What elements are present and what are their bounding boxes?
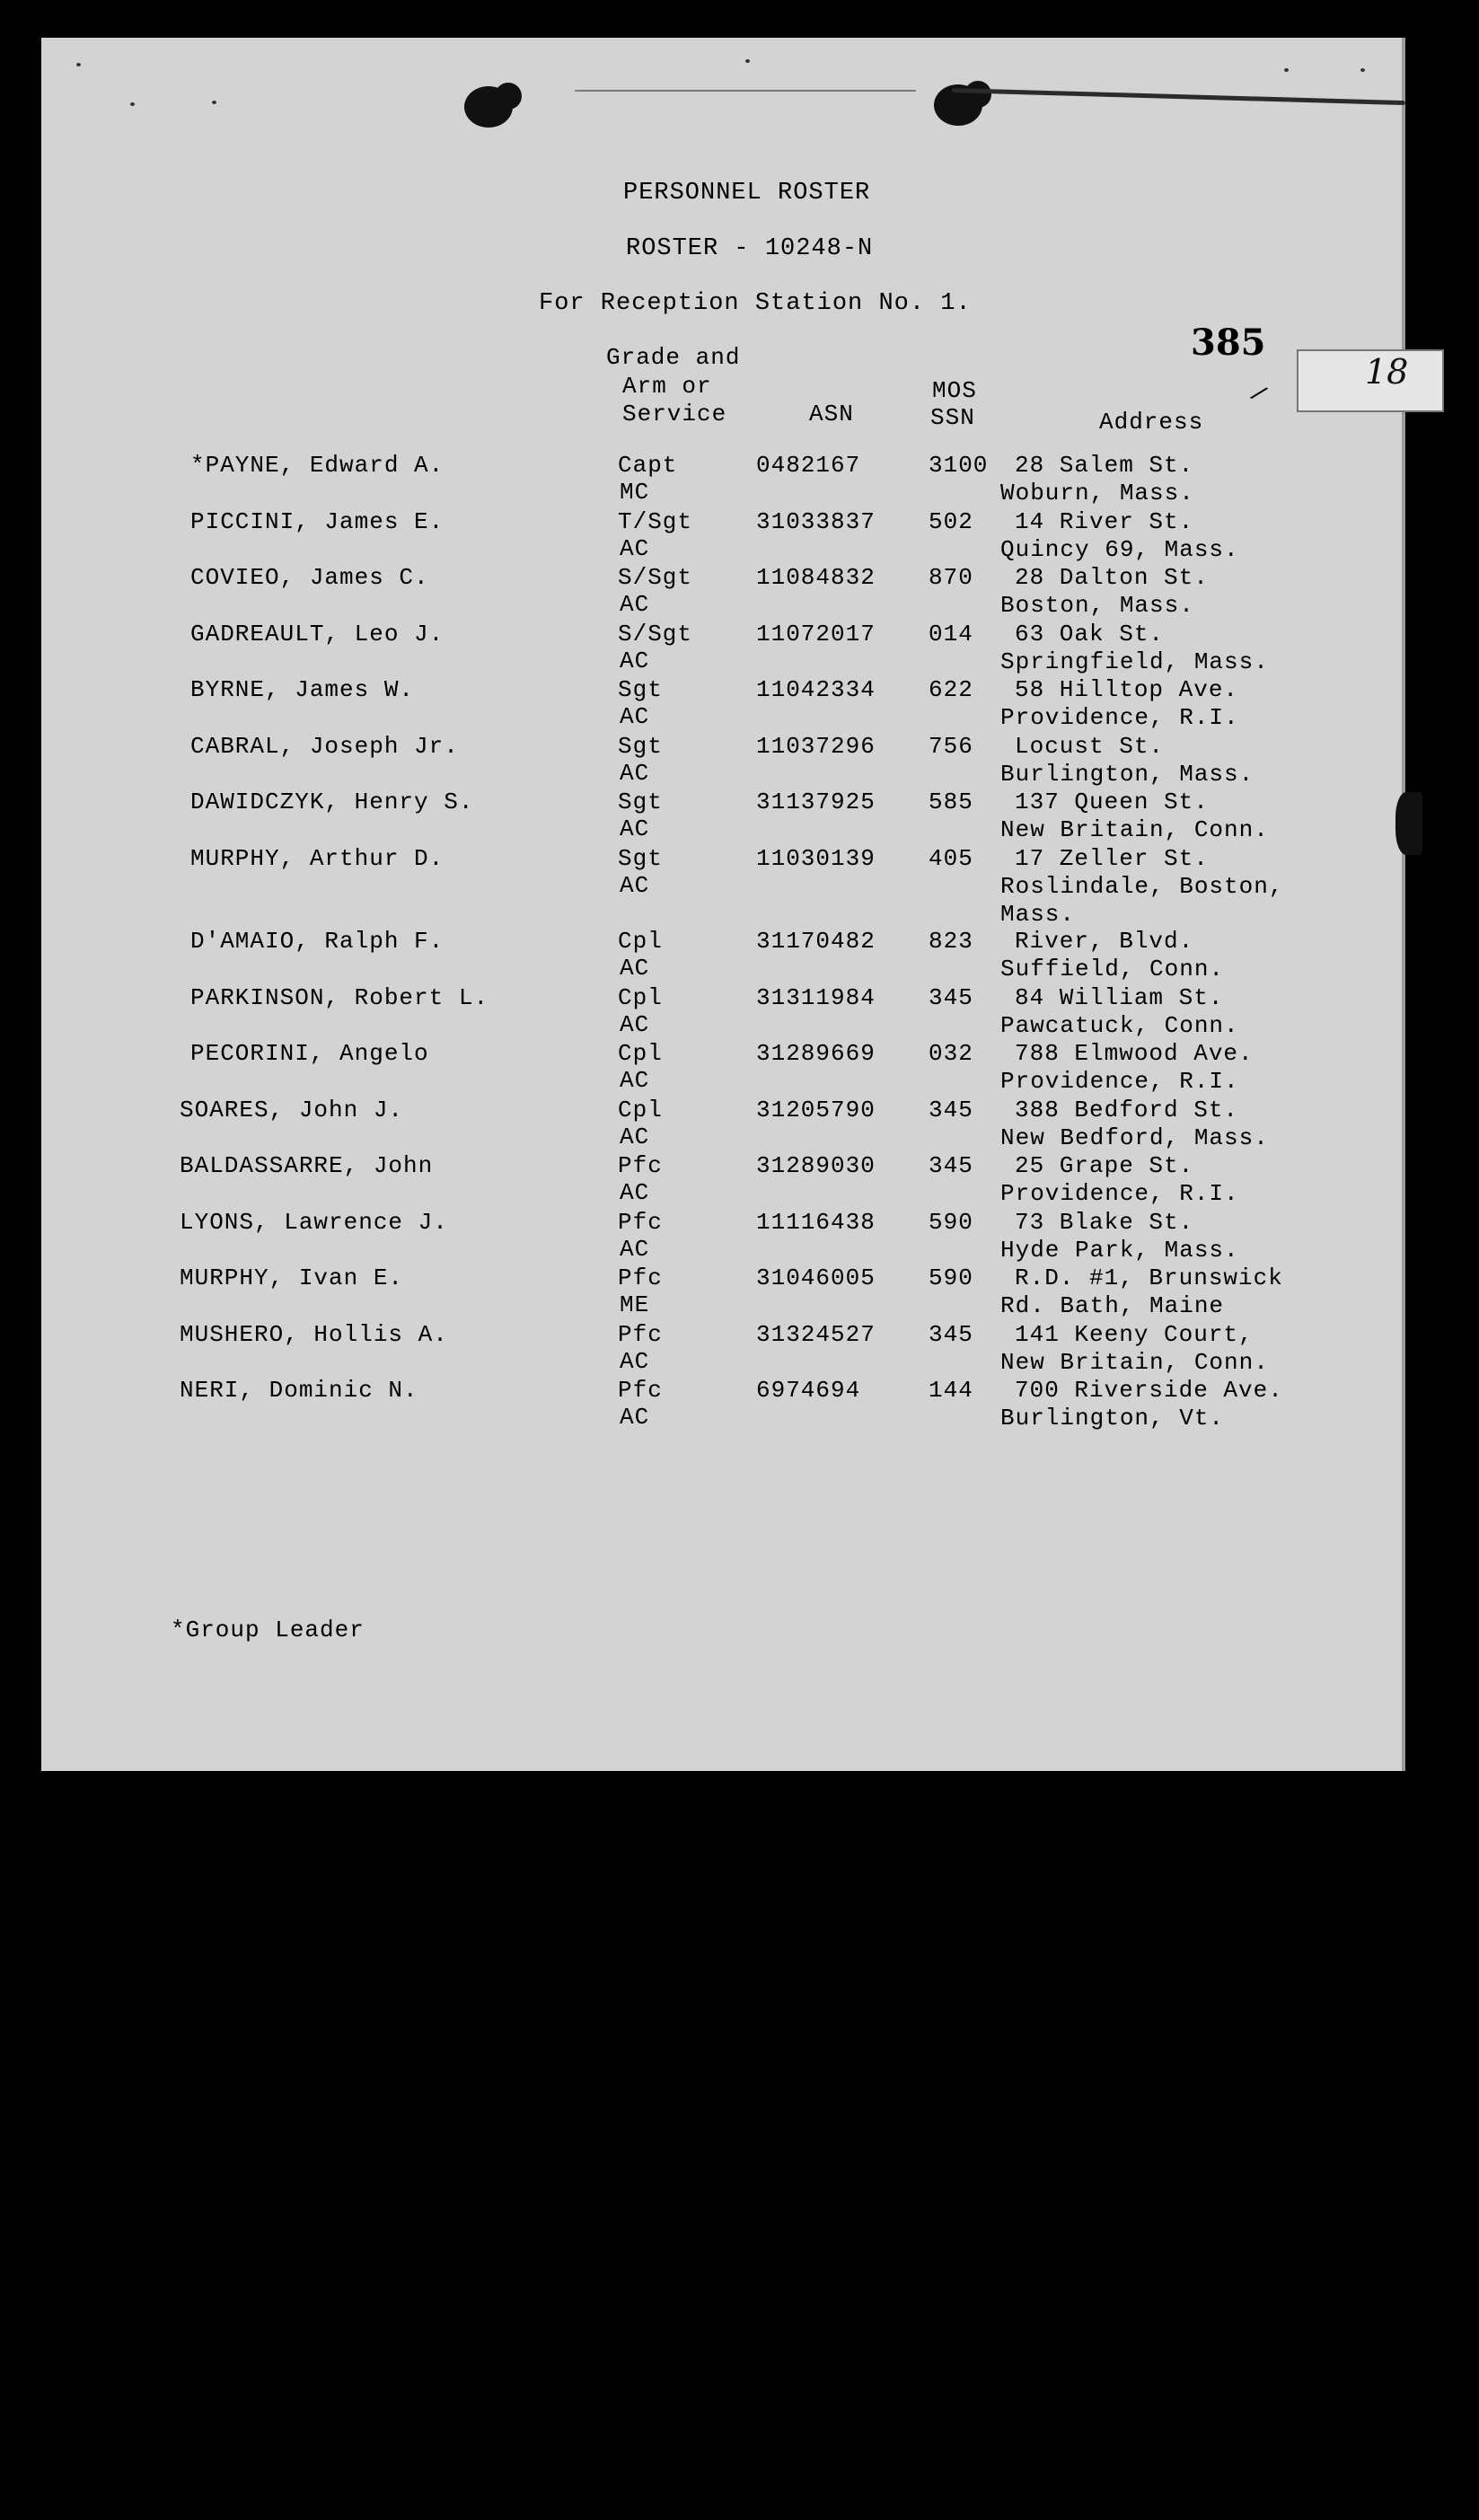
roster-address-line1: 700 Riverside Ave. <box>1015 1377 1283 1404</box>
roster-name: PECORINI, Angelo <box>190 1040 429 1067</box>
roster-grade: Cpl <box>618 1097 663 1123</box>
roster-grade: Cpl <box>618 1040 663 1067</box>
roster-name: GADREAULT, Leo J. <box>190 621 445 648</box>
roster-id: ROSTER - 10248-N <box>626 235 874 262</box>
header-mos: MOS <box>932 377 977 404</box>
roster-asn: 31324527 <box>756 1321 876 1348</box>
roster-asn: 6974694 <box>756 1377 861 1404</box>
speck <box>1360 68 1365 72</box>
roster-grade: T/Sgt <box>618 508 693 535</box>
roster-name: SOARES, John J. <box>180 1097 404 1123</box>
roster-arm: AC <box>620 703 650 730</box>
roster-name: BYRNE, James W. <box>190 676 415 703</box>
roster-mos: 032 <box>929 1040 973 1067</box>
header-address: Address <box>1099 409 1204 436</box>
roster-mos: 622 <box>929 676 973 703</box>
page-notch <box>1395 792 1422 855</box>
roster-address-line2: Roslindale, Boston, <box>1000 873 1284 900</box>
roster-arm: AC <box>620 1236 650 1263</box>
roster-address-line3: Mass. <box>1000 901 1076 928</box>
roster-address-line1: 17 Zeller St. <box>1015 845 1209 872</box>
roster-arm: AC <box>620 815 650 842</box>
header-asn: ASN <box>809 401 854 427</box>
roster-grade: Cpl <box>618 928 663 955</box>
roster-address-line1: 63 Oak St. <box>1015 621 1165 648</box>
header-ssn: SSN <box>930 404 975 431</box>
roster-name: BALDASSARRE, John <box>180 1152 434 1179</box>
roster-name: DAWIDCZYK, Henry S. <box>190 789 474 815</box>
roster-address-line1: 137 Queen St. <box>1015 789 1209 815</box>
roster-address-line1: 84 William St. <box>1015 984 1224 1011</box>
roster-grade: Pfc <box>618 1321 663 1348</box>
roster-asn: 31289669 <box>756 1040 876 1067</box>
roster-mos: 823 <box>929 928 973 955</box>
roster-mos: 756 <box>929 733 973 760</box>
roster-mos: 345 <box>929 1097 973 1123</box>
roster-address-line2: Rd. Bath, Maine <box>1000 1292 1225 1319</box>
roster-name: COVIEO, James C. <box>190 564 429 591</box>
page-stamp: 385 <box>1191 322 1266 364</box>
roster-asn: 31205790 <box>756 1097 876 1123</box>
roster-mos: 590 <box>929 1209 973 1236</box>
roster-mos: 345 <box>929 1321 973 1348</box>
roster-asn: 11030139 <box>756 845 876 872</box>
roster-arm: AC <box>620 648 650 674</box>
roster-address-line2: Burlington, Mass. <box>1000 761 1255 788</box>
tab-number: 18 <box>1365 352 1409 392</box>
roster-asn: 31046005 <box>756 1264 876 1291</box>
page-edge <box>1402 38 1405 1771</box>
roster-grade: Sgt <box>618 733 663 760</box>
roster-grade: Pfc <box>618 1152 663 1179</box>
roster-name: D'AMAIO, Ralph F. <box>190 928 445 955</box>
roster-address-line2: Springfield, Mass. <box>1000 648 1269 675</box>
roster-arm: AC <box>620 591 650 618</box>
roster-address-line2: Providence, R.I. <box>1000 704 1239 731</box>
roster-address-line2: Burlington, Vt. <box>1000 1405 1225 1432</box>
roster-grade: Cpl <box>618 984 663 1011</box>
roster-address-line1: 14 River St. <box>1015 508 1194 535</box>
roster-asn: 11116438 <box>756 1209 876 1236</box>
roster-address-line1: 141 Keeny Court, <box>1015 1321 1254 1348</box>
speck <box>745 59 750 63</box>
roster-grade: Pfc <box>618 1264 663 1291</box>
roster-address-line2: Providence, R.I. <box>1000 1180 1239 1207</box>
roster-grade: S/Sgt <box>618 564 693 591</box>
roster-grade: Pfc <box>618 1377 663 1404</box>
faint-edge-line <box>575 90 916 92</box>
roster-address-line1: 58 Hilltop Ave. <box>1015 676 1239 703</box>
roster-asn: 11042334 <box>756 676 876 703</box>
roster-arm: AC <box>620 1011 650 1038</box>
roster-asn: 31170482 <box>756 928 876 955</box>
roster-mos: 3100 <box>929 452 989 479</box>
roster-mos: 405 <box>929 845 973 872</box>
roster-arm: AC <box>620 955 650 982</box>
roster-address-line2: Woburn, Mass. <box>1000 480 1194 507</box>
roster-name: PICCINI, James E. <box>190 508 445 535</box>
roster-name: MUSHERO, Hollis A. <box>180 1321 448 1348</box>
roster-name: PARKINSON, Robert L. <box>190 984 489 1011</box>
roster-name: CABRAL, Joseph Jr. <box>190 733 459 760</box>
roster-name: *PAYNE, Edward A. <box>190 452 445 479</box>
roster-asn: 31137925 <box>756 789 876 815</box>
roster-grade: Capt <box>618 452 678 479</box>
roster-asn: 11037296 <box>756 733 876 760</box>
roster-arm: AC <box>620 760 650 787</box>
roster-mos: 585 <box>929 789 973 815</box>
roster-address-line1: Locust St. <box>1015 733 1165 760</box>
roster-address-line2: New Britain, Conn. <box>1000 1349 1269 1376</box>
roster-arm: MC <box>620 479 650 506</box>
speck <box>130 102 135 106</box>
roster-address-line2: Providence, R.I. <box>1000 1068 1239 1095</box>
roster-asn: 11072017 <box>756 621 876 648</box>
roster-address-line2: Boston, Mass. <box>1000 592 1194 619</box>
roster-address-line2: New Bedford, Mass. <box>1000 1124 1269 1151</box>
roster-mos: 590 <box>929 1264 973 1291</box>
speck <box>76 63 81 66</box>
roster-address-line1: 25 Grape St. <box>1015 1152 1194 1179</box>
roster-asn: 0482167 <box>756 452 861 479</box>
speck <box>1284 68 1289 72</box>
header-grade-line2: Arm or <box>622 373 712 400</box>
roster-asn: 31311984 <box>756 984 876 1011</box>
roster-arm: AC <box>620 1348 650 1375</box>
station-line: For Reception Station No. 1. <box>539 290 972 317</box>
roster-arm: AC <box>620 535 650 562</box>
roster-arm: AC <box>620 872 650 899</box>
roster-grade: S/Sgt <box>618 621 693 648</box>
roster-mos: 144 <box>929 1377 973 1404</box>
footnote: *Group Leader <box>171 1617 365 1643</box>
tick-mark: / <box>1245 379 1272 411</box>
roster-mos: 345 <box>929 1152 973 1179</box>
roster-address-line1: 788 Elmwood Ave. <box>1015 1040 1254 1067</box>
header-grade-line3: Service <box>622 401 727 427</box>
roster-address-line1: R.D. #1, Brunswick <box>1015 1264 1283 1291</box>
roster-address-line1: River, Blvd. <box>1015 928 1194 955</box>
roster-mos: 014 <box>929 621 973 648</box>
roster-arm: AC <box>620 1179 650 1206</box>
roster-mos: 502 <box>929 508 973 535</box>
roster-address-line2: Quincy 69, Mass. <box>1000 536 1239 563</box>
roster-address-line1: 28 Dalton St. <box>1015 564 1209 591</box>
roster-address-line2: New Britain, Conn. <box>1000 816 1269 843</box>
roster-name: NERI, Dominic N. <box>180 1377 418 1404</box>
document-title: PERSONNEL ROSTER <box>623 180 871 207</box>
roster-arm: ME <box>620 1291 650 1318</box>
roster-mos: 870 <box>929 564 973 591</box>
roster-name: LYONS, Lawrence J. <box>180 1209 448 1236</box>
roster-address-line1: 388 Bedford St. <box>1015 1097 1239 1123</box>
speck <box>212 101 216 104</box>
roster-grade: Sgt <box>618 789 663 815</box>
roster-arm: AC <box>620 1123 650 1150</box>
roster-arm: AC <box>620 1067 650 1094</box>
roster-address-line2: Pawcatuck, Conn. <box>1000 1012 1239 1039</box>
roster-address-line2: Hyde Park, Mass. <box>1000 1237 1239 1264</box>
roster-address-line2: Suffield, Conn. <box>1000 956 1225 982</box>
roster-name: MURPHY, Arthur D. <box>190 845 445 872</box>
roster-asn: 31289030 <box>756 1152 876 1179</box>
roster-grade: Sgt <box>618 845 663 872</box>
roster-asn: 31033837 <box>756 508 876 535</box>
roster-arm: AC <box>620 1404 650 1431</box>
header-grade-line1: Grade and <box>606 344 741 371</box>
roster-grade: Sgt <box>618 676 663 703</box>
roster-name: MURPHY, Ivan E. <box>180 1264 404 1291</box>
punch-hole-left <box>464 86 513 128</box>
roster-grade: Pfc <box>618 1209 663 1236</box>
roster-address-line1: 28 Salem St. <box>1015 452 1194 479</box>
roster-asn: 11084832 <box>756 564 876 591</box>
roster-address-line1: 73 Blake St. <box>1015 1209 1194 1236</box>
roster-mos: 345 <box>929 984 973 1011</box>
